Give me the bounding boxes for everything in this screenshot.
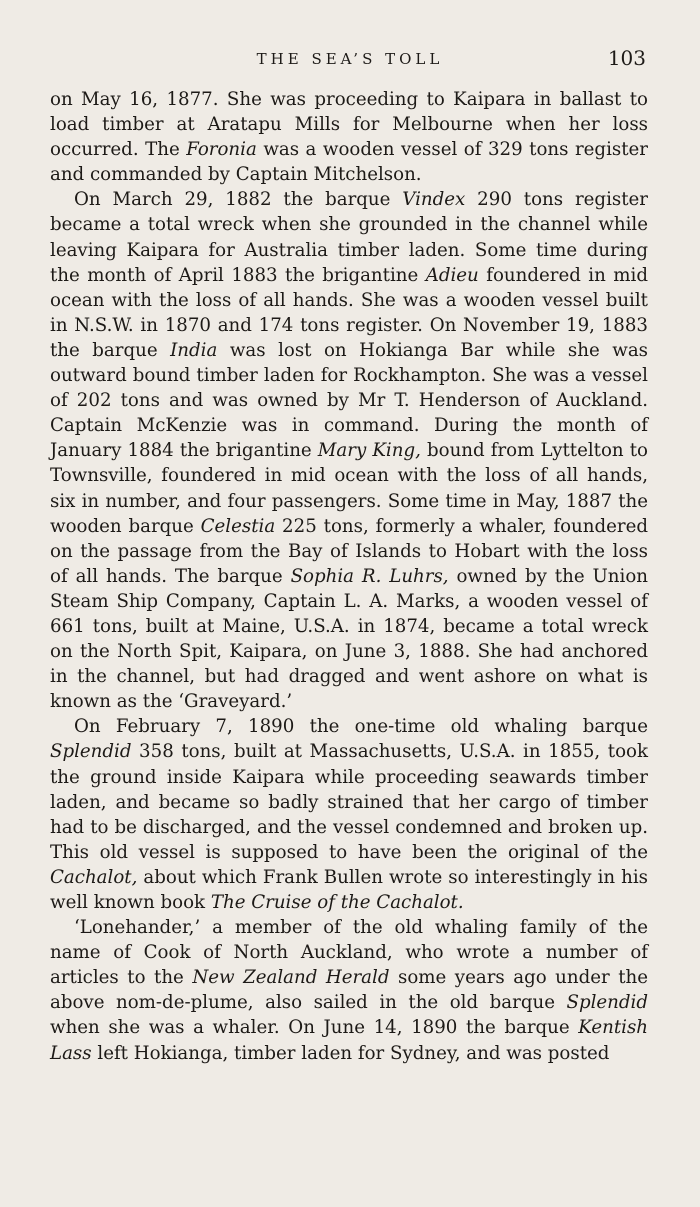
italic-run: Foronia xyxy=(186,139,257,161)
text-run: was a wooden vessel of 329 tons register and commanded by Captain Mitchelson. xyxy=(50,139,648,186)
running-title: THE SEA’S TOLL xyxy=(256,50,444,68)
paragraph xyxy=(50,187,648,714)
text-run: when she was a whaler. On June 14, 1890 the barque xyxy=(50,1017,579,1039)
paragraph xyxy=(50,87,648,187)
text-run: foundered in mid ocean with the loss of all hands. She was a wooden vessel built in N.S.W. in 1870 and 174 tons register. On November 19, 1883 the barque xyxy=(50,264,648,361)
italic-run: Celestia xyxy=(200,515,276,537)
text-run: ‘Lonehander,’ a member of the old whaling family of the name of Cook of North Auckland, who wrote a number of articles to the xyxy=(50,917,648,989)
text-run: bound from Lyttelton to Townsville, foundered in mid ocean with the loss of all hands, six in number, and four passengers. Some time in May, 1887 the wooden barque xyxy=(50,440,649,537)
text-run: On March 29, 1882 the barque xyxy=(74,189,403,211)
text-run: 290 tons register became a total wreck when she grounded in the channel while leaving Kaipara for Australia timber laden. Some time during the month of April 1883 the brigantine xyxy=(50,189,648,286)
text-run: left Hokianga, timber laden for Sydney, and was posted xyxy=(91,1042,610,1064)
running-head xyxy=(0,46,700,76)
text-run: On February 7, 1890 the one-time old whaling barque xyxy=(74,716,648,738)
italic-run: Sophia R. Luhrs, xyxy=(290,565,449,587)
italic-run: Mary King, xyxy=(317,440,421,462)
text-run: 358 tons, built at Massachusetts, U.S.A. in 1855, took the ground inside Kaipara while proceeding seawards timber laden, and became so badly strained that her cargo of timber had to be discharged, and the vessel condemned and broken up. This old vessel is supposed to have been the original of the xyxy=(50,741,648,863)
italic-run: Adieu xyxy=(425,264,479,286)
italic-run: The Cruise of the Cachalot. xyxy=(210,892,464,913)
italic-run: India xyxy=(170,339,218,361)
paragraph xyxy=(50,915,648,1066)
body-text xyxy=(50,87,648,1066)
italic-run: Kentish Lass xyxy=(50,1017,648,1064)
italic-run: Splendid xyxy=(50,741,132,763)
page-number: 103 xyxy=(607,46,646,70)
text-run: on May 16, 1877. She was proceeding to Kaipara in ballast to load timber at Aratapu Mills for Melbourne when her loss occurred. The xyxy=(50,89,648,161)
text-run: about which Frank Bullen wrote so interestingly in his well known book xyxy=(50,866,648,913)
text-run: was lost on Hokianga Bar while she was outward bound timber laden for Rockhampton. She was a vessel of 202 tons and was owned by Mr T. Henderson of Auckland. Captain McKenzie was in command. During the month of January 1884 the brigantine xyxy=(50,339,648,462)
italic-run: Splendid xyxy=(566,992,648,1014)
text-run: owned by the Union Steam Ship Company, Captain L. A. Marks, a wooden vessel of 661 tons, built at Maine, U.S.A. in 1874, became a total wreck on the North Spit, Kaipara, on June 3, 1888. She had anchored in the channel, but had dragged and went ashore on what is known as the ‘Graveyard.’ xyxy=(50,565,648,713)
text-run: 225 tons, formerly a whaler, foundered on the passage from the Bay of Islands to Hobart with the loss of all hands. The barque xyxy=(50,515,648,587)
paragraph xyxy=(50,714,648,915)
italic-run: Cachalot, xyxy=(50,866,138,888)
italic-run: New Zealand Herald xyxy=(192,967,390,989)
italic-run: Vindex xyxy=(402,189,466,211)
text-run: some years ago under the above nom-de-plume, also sailed in the old barque xyxy=(50,967,648,1014)
